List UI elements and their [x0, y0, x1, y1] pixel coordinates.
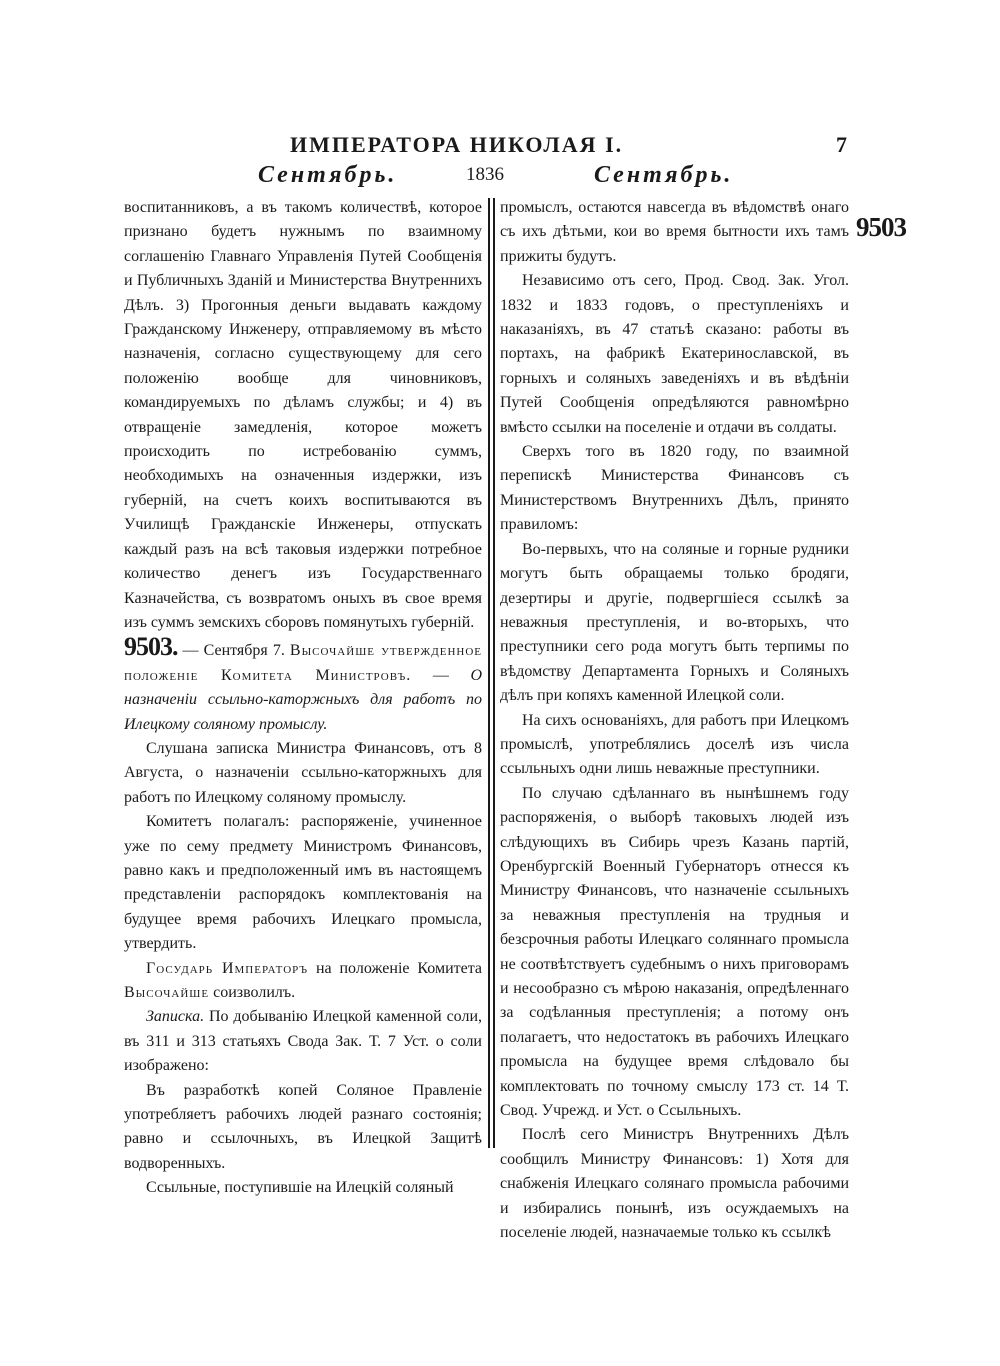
paragraph-text: соизволилъ. — [209, 984, 296, 1001]
paragraph: Комитетъ полагалъ: распоряженіе, учиненное уже по сему предмету Министромъ Финансовъ, равно какъ и предположенный имъ въ настоящемъ представленіи распорядокъ комплектованія на будущее время рабочихъ Илецкаго промысла, утвердить. — [124, 813, 482, 953]
paragraph: Слушана записка Министра Финансовъ, отъ 8 Августа, о назначеніи ссыльно-каторжныхъ для работъ по Илецкому соляному промыслу. — [124, 739, 482, 806]
paragraph: По случаю сдѣланнаго въ нынѣшнемъ году распоряженія, о выборѣ таковыхъ людей изъ слѣдующихъ въ Сибирь чрезъ Казань партій, Оренбургскій Военный Губернаторъ отнесся къ Министру Финансовъ, что назначеніе ссыльныхъ за неважныя преступленія на трудныя и безсрочныя работы Илецкаго соляннаго промысла не соотвѣтствуетъ судебнымъ о нихъ приговорамъ и несообразно съ мѣрою наказанія, опредѣленнаго за содѣланныя преступленія; а потому онъ полагаетъ, что недостатокъ въ рабочихъ Илецкаго промысла на будущее время слѣдовало бы комплектовать по точному смыслу 173 ст. 14 Т. Свод. Учрежд. и Уст. о Ссыльныхъ. — [500, 784, 849, 1120]
note-label: Записка. — [146, 1008, 205, 1026]
page-number: 7 — [836, 132, 847, 157]
paragraph: Во-первыхъ, что на соляные и горные рудники могутъ быть обращаемы только бродяги, дезертиры и другіе, подвергшіеся ссылкѣ за неважныя преступленія, и во-вторыхъ, что преступники сего рода могутъ быть терпимы по вѣдомству Департамента Горныхъ и Соляныхъ дѣлъ при копяхъ каменной Илецкой соли. — [500, 540, 849, 705]
article-dash: — — [411, 666, 471, 684]
paragraph: воспитанниковъ, а въ такомъ количествѣ, которое признано будетъ нужнымъ по взаимному соглашенію Главнаго Управленія Путей Сообщенія и Публичныхъ Зданій и Министерства Внутреннихъ Дѣлъ. 3) Прогонныя деньги выдавать каждому Гражданскому Инженеру, отправляемому въ мѣсто назначенія, согласно существующему для сего положенію вообще для чиновниковъ, командируемыхъ по дѣламъ службы; и 4) въ отвращеніе замедленія, которое можетъ происходить по истребованію суммъ, необходимыхъ на означенныя издержки, изъ губерній, на счетъ коихъ воспитываются въ Училищѣ Гражданскіе Инженеры, отпускать каждый разъ на всѣ таковыя издержки потребное количество денегъ изъ Государственнаго Казначейства, съ возвратомъ оныхъ въ свое время изъ суммъ земскихъ сборовъ помянутыхъ губерній. — [124, 199, 482, 631]
article-heading — [124, 632, 482, 737]
paragraph: Сверхъ того въ 1820 году, по взаимной перепискѣ Министерства Финансовъ съ Министерствомъ Внутреннихъ Дѣлъ, принято правиломъ: — [500, 443, 849, 534]
article-title: О назначеніи ссыльно-каторжныхъ для работъ по Илецкому соляному промыслу. — [124, 666, 482, 733]
right-column — [500, 196, 849, 1245]
paragraph — [124, 957, 482, 1006]
month-right: Сентябрь. — [594, 162, 734, 188]
paragraph — [124, 1005, 482, 1078]
paragraph: Независимо отъ сего, Прод. Свод. Зак. Угол. 1832 и 1833 годовъ, о преступленіяхъ и наказаніяхъ, въ 47 статьѣ сказано: работы въ портахъ, на фабрикѣ Екатеринославской, въ горныхъ и соляныхъ заведеніяхъ и въ вѣдѣніи Путей Сообщенія опредѣляются равномѣрно вмѣсто ссылки на поселеніе и отдачи въ солдаты. — [500, 272, 849, 436]
left-column — [124, 196, 482, 1201]
article-date: — Сентября 7. — [177, 642, 290, 660]
paragraph: Ссыльные, поступившіе на Илецкій соляный — [146, 1179, 454, 1197]
emperor-name: Государь Императоръ — [146, 959, 309, 977]
paragraph: Въ разработкѣ копей Соляное Правленіе употребляетъ рабочихъ людей разнаго состоянія; равно и ссылочныхъ, въ Илецкой Защитѣ водворенныхъ. — [124, 1081, 482, 1172]
paragraph-text: По добыванію Илецкой каменной соли, въ 311 и 313 статьяхъ Свода Зак. Т. 7 Уст. о соли изображено: — [124, 1008, 482, 1075]
margin-article-number: 9503 — [856, 212, 906, 242]
paragraph-text: на положеніе Комитета — [308, 959, 483, 977]
article-number: 9503. — [124, 632, 178, 662]
imperial-assent: Высочайше — [124, 984, 210, 1001]
paragraph: Послѣ сего Министръ Внутреннихъ Дѣлъ сообщилъ Министру Финансовъ: 1) Хотя для снабженія Илецкаго солянаго промысла рабочими и избирались понынѣ, изъ осуждаемыхъ на поселеніе людей, назначаемые только къ ссылкѣ — [500, 1126, 849, 1242]
article-source: Высочайше утвержденное положеніе Комитета Министровъ. — [124, 642, 482, 684]
paragraph: промыслъ, остаются навсегда въ вѣдомствѣ онаго съ ихъ дѣтьми, кои во время бытности ихъ тамъ прижиты будутъ. — [500, 199, 849, 265]
paragraph: На сихъ основаніяхъ, для работъ при Илецкомъ промыслѣ, употреблялись доселѣ изъ числа ссыльныхъ одни лишь неважные преступники. — [500, 711, 849, 778]
column-divider-rule — [493, 198, 495, 1148]
column-divider-rule — [488, 198, 490, 1148]
month-left: Сентябрь. — [258, 162, 398, 188]
year: 1836 — [466, 164, 504, 185]
running-head: ИМПЕРАТОРА НИКОЛАЯ I. — [290, 132, 624, 157]
